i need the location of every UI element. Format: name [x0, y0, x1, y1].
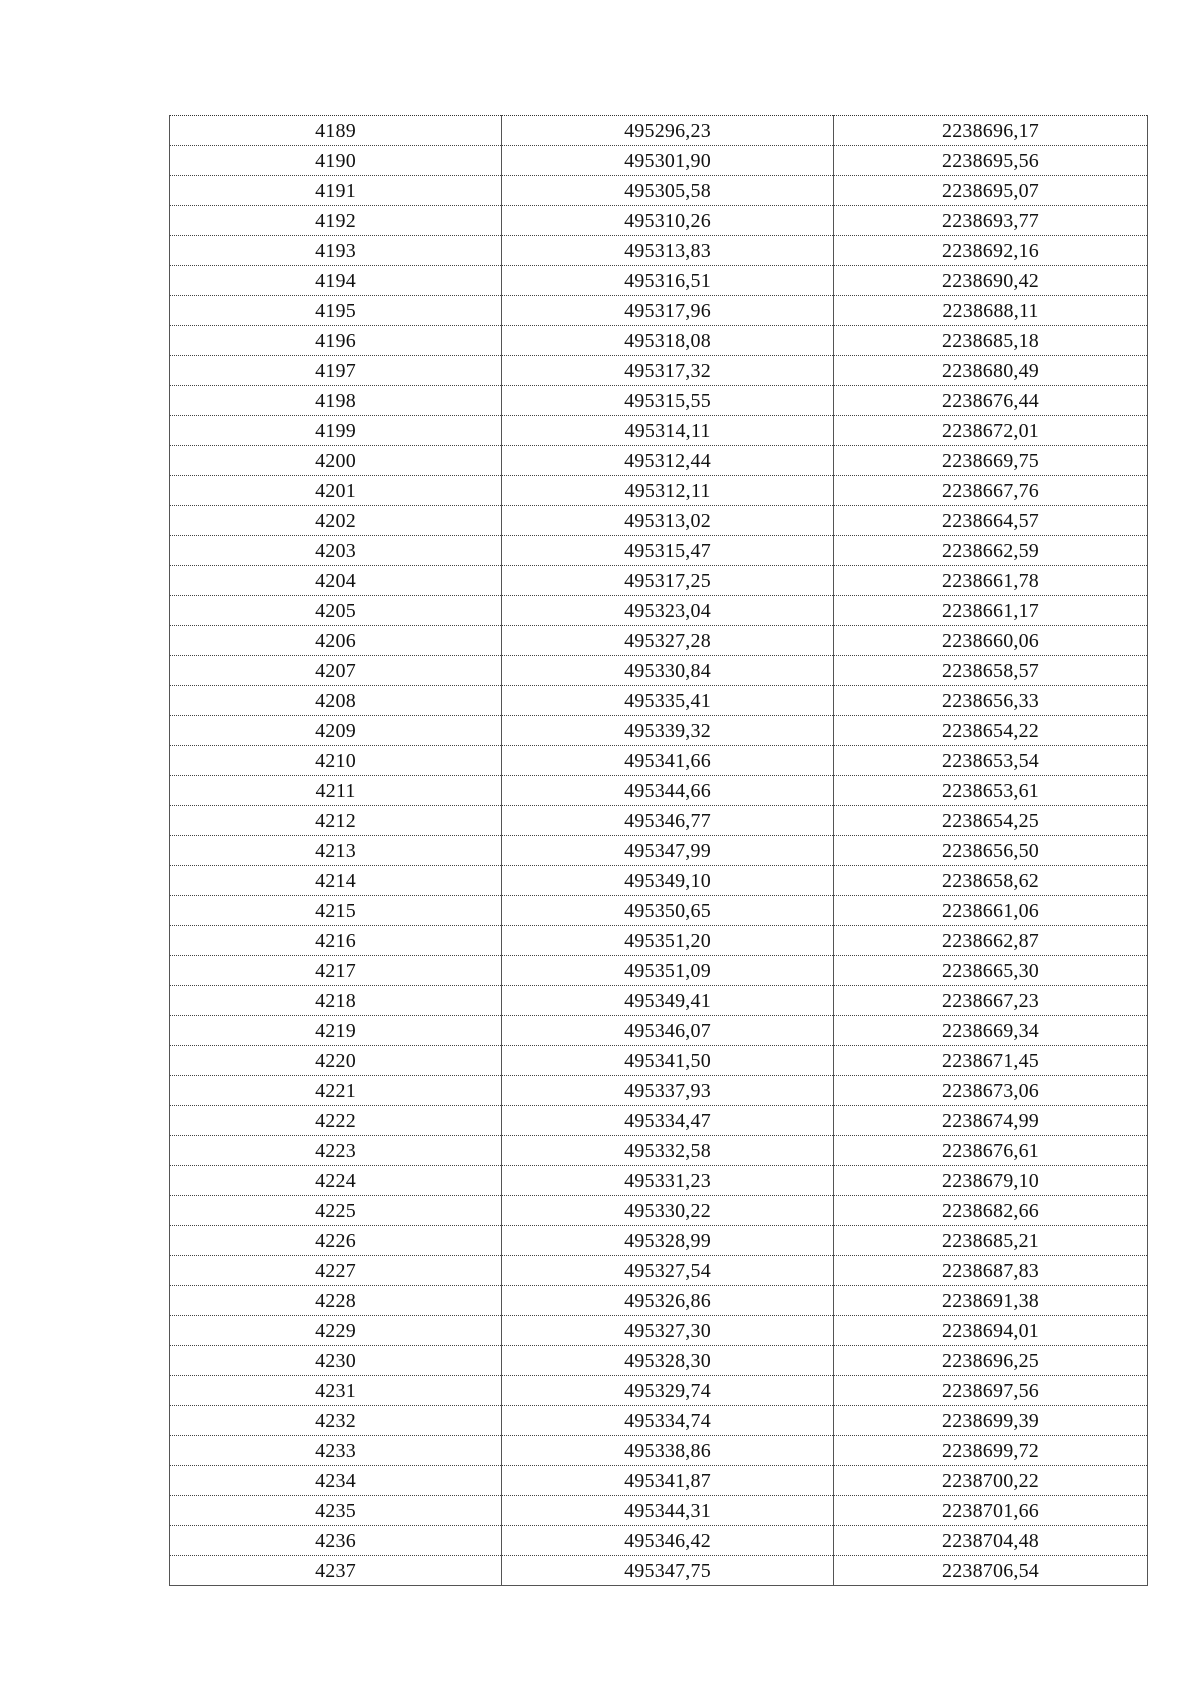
y-coordinate-cell: 2238680,49 [834, 356, 1148, 386]
x-coordinate-cell: 495301,90 [502, 146, 834, 176]
x-coordinate-cell: 495330,84 [502, 656, 834, 686]
point-number-cell: 4236 [170, 1526, 502, 1556]
table-row [170, 1046, 1148, 1076]
table-row [170, 596, 1148, 626]
point-number-cell: 4209 [170, 716, 502, 746]
table-row [170, 866, 1148, 896]
point-number-cell: 4234 [170, 1466, 502, 1496]
table-row [170, 1316, 1148, 1346]
table-row [170, 506, 1148, 536]
x-coordinate-cell: 495318,08 [502, 326, 834, 356]
y-coordinate-cell: 2238662,87 [834, 926, 1148, 956]
table-row [170, 356, 1148, 386]
y-coordinate-cell: 2238692,16 [834, 236, 1148, 266]
y-coordinate-cell: 2238696,25 [834, 1346, 1148, 1376]
x-coordinate-cell: 495328,30 [502, 1346, 834, 1376]
table-row [170, 536, 1148, 566]
coordinates-table-body [170, 116, 1148, 1586]
x-coordinate-cell: 495344,66 [502, 776, 834, 806]
table-row [170, 1406, 1148, 1436]
table-row [170, 686, 1148, 716]
point-number-cell: 4199 [170, 416, 502, 446]
point-number-cell: 4203 [170, 536, 502, 566]
y-coordinate-cell: 2238706,54 [834, 1556, 1148, 1586]
y-coordinate-cell: 2238661,17 [834, 596, 1148, 626]
point-number-cell: 4213 [170, 836, 502, 866]
table-row [170, 656, 1148, 686]
x-coordinate-cell: 495326,86 [502, 1286, 834, 1316]
y-coordinate-cell: 2238697,56 [834, 1376, 1148, 1406]
y-coordinate-cell: 2238701,66 [834, 1496, 1148, 1526]
x-coordinate-cell: 495329,74 [502, 1376, 834, 1406]
y-coordinate-cell: 2238695,56 [834, 146, 1148, 176]
table-row [170, 386, 1148, 416]
y-coordinate-cell: 2238654,25 [834, 806, 1148, 836]
y-coordinate-cell: 2238667,76 [834, 476, 1148, 506]
point-number-cell: 4233 [170, 1436, 502, 1466]
y-coordinate-cell: 2238662,59 [834, 536, 1148, 566]
y-coordinate-cell: 2238654,22 [834, 716, 1148, 746]
y-coordinate-cell: 2238704,48 [834, 1526, 1148, 1556]
y-coordinate-cell: 2238661,06 [834, 896, 1148, 926]
x-coordinate-cell: 495347,99 [502, 836, 834, 866]
x-coordinate-cell: 495337,93 [502, 1076, 834, 1106]
point-number-cell: 4219 [170, 1016, 502, 1046]
table-row [170, 1496, 1148, 1526]
y-coordinate-cell: 2238658,57 [834, 656, 1148, 686]
y-coordinate-cell: 2238699,39 [834, 1406, 1148, 1436]
x-coordinate-cell: 495315,47 [502, 536, 834, 566]
table-row [170, 566, 1148, 596]
point-number-cell: 4201 [170, 476, 502, 506]
point-number-cell: 4232 [170, 1406, 502, 1436]
x-coordinate-cell: 495327,54 [502, 1256, 834, 1286]
y-coordinate-cell: 2238673,06 [834, 1076, 1148, 1106]
table-row [170, 1136, 1148, 1166]
table-row [170, 956, 1148, 986]
y-coordinate-cell: 2238660,06 [834, 626, 1148, 656]
x-coordinate-cell: 495310,26 [502, 206, 834, 236]
x-coordinate-cell: 495351,20 [502, 926, 834, 956]
x-coordinate-cell: 495313,83 [502, 236, 834, 266]
point-number-cell: 4212 [170, 806, 502, 836]
table-row [170, 236, 1148, 266]
point-number-cell: 4222 [170, 1106, 502, 1136]
point-number-cell: 4194 [170, 266, 502, 296]
y-coordinate-cell: 2238682,66 [834, 1196, 1148, 1226]
y-coordinate-cell: 2238676,61 [834, 1136, 1148, 1166]
y-coordinate-cell: 2238687,83 [834, 1256, 1148, 1286]
x-coordinate-cell: 495349,41 [502, 986, 834, 1016]
x-coordinate-cell: 495351,09 [502, 956, 834, 986]
x-coordinate-cell: 495296,23 [502, 116, 834, 146]
y-coordinate-cell: 2238658,62 [834, 866, 1148, 896]
table-row [170, 1076, 1148, 1106]
x-coordinate-cell: 495334,74 [502, 1406, 834, 1436]
y-coordinate-cell: 2238664,57 [834, 506, 1148, 536]
x-coordinate-cell: 495346,77 [502, 806, 834, 836]
x-coordinate-cell: 495312,11 [502, 476, 834, 506]
point-number-cell: 4221 [170, 1076, 502, 1106]
x-coordinate-cell: 495338,86 [502, 1436, 834, 1466]
y-coordinate-cell: 2238700,22 [834, 1466, 1148, 1496]
x-coordinate-cell: 495331,23 [502, 1166, 834, 1196]
y-coordinate-cell: 2238688,11 [834, 296, 1148, 326]
point-number-cell: 4192 [170, 206, 502, 236]
point-number-cell: 4207 [170, 656, 502, 686]
x-coordinate-cell: 495317,25 [502, 566, 834, 596]
y-coordinate-cell: 2238667,23 [834, 986, 1148, 1016]
table-row [170, 716, 1148, 746]
table-row [170, 836, 1148, 866]
point-number-cell: 4191 [170, 176, 502, 206]
y-coordinate-cell: 2238669,34 [834, 1016, 1148, 1046]
point-number-cell: 4223 [170, 1136, 502, 1166]
x-coordinate-cell: 495314,11 [502, 416, 834, 446]
x-coordinate-cell: 495346,07 [502, 1016, 834, 1046]
point-number-cell: 4228 [170, 1286, 502, 1316]
table-row [170, 1526, 1148, 1556]
point-number-cell: 4226 [170, 1226, 502, 1256]
table-row [170, 326, 1148, 356]
y-coordinate-cell: 2238653,61 [834, 776, 1148, 806]
y-coordinate-cell: 2238656,50 [834, 836, 1148, 866]
x-coordinate-cell: 495344,31 [502, 1496, 834, 1526]
table-row [170, 746, 1148, 776]
point-number-cell: 4189 [170, 116, 502, 146]
x-coordinate-cell: 495327,30 [502, 1316, 834, 1346]
table-row [170, 626, 1148, 656]
y-coordinate-cell: 2238695,07 [834, 176, 1148, 206]
table-row [170, 806, 1148, 836]
x-coordinate-cell: 495323,04 [502, 596, 834, 626]
point-number-cell: 4204 [170, 566, 502, 596]
x-coordinate-cell: 495350,65 [502, 896, 834, 926]
y-coordinate-cell: 2238691,38 [834, 1286, 1148, 1316]
table-row [170, 146, 1148, 176]
x-coordinate-cell: 495327,28 [502, 626, 834, 656]
x-coordinate-cell: 495316,51 [502, 266, 834, 296]
x-coordinate-cell: 495330,22 [502, 1196, 834, 1226]
y-coordinate-cell: 2238685,18 [834, 326, 1148, 356]
table-row [170, 986, 1148, 1016]
y-coordinate-cell: 2238669,75 [834, 446, 1148, 476]
table-row [170, 266, 1148, 296]
point-number-cell: 4196 [170, 326, 502, 356]
table-row [170, 296, 1148, 326]
x-coordinate-cell: 495347,75 [502, 1556, 834, 1586]
x-coordinate-cell: 495328,99 [502, 1226, 834, 1256]
point-number-cell: 4202 [170, 506, 502, 536]
x-coordinate-cell: 495317,96 [502, 296, 834, 326]
point-number-cell: 4235 [170, 1496, 502, 1526]
table-row [170, 1286, 1148, 1316]
table-row [170, 416, 1148, 446]
y-coordinate-cell: 2238661,78 [834, 566, 1148, 596]
x-coordinate-cell: 495341,87 [502, 1466, 834, 1496]
y-coordinate-cell: 2238672,01 [834, 416, 1148, 446]
x-coordinate-cell: 495315,55 [502, 386, 834, 416]
y-coordinate-cell: 2238676,44 [834, 386, 1148, 416]
x-coordinate-cell: 495341,50 [502, 1046, 834, 1076]
point-number-cell: 4195 [170, 296, 502, 326]
point-number-cell: 4198 [170, 386, 502, 416]
point-number-cell: 4230 [170, 1346, 502, 1376]
coordinates-table [169, 115, 1148, 1586]
y-coordinate-cell: 2238671,45 [834, 1046, 1148, 1076]
point-number-cell: 4237 [170, 1556, 502, 1586]
y-coordinate-cell: 2238665,30 [834, 956, 1148, 986]
point-number-cell: 4215 [170, 896, 502, 926]
table-row [170, 926, 1148, 956]
point-number-cell: 4225 [170, 1196, 502, 1226]
point-number-cell: 4218 [170, 986, 502, 1016]
x-coordinate-cell: 495349,10 [502, 866, 834, 896]
point-number-cell: 4197 [170, 356, 502, 386]
table-row [170, 1376, 1148, 1406]
table-row [170, 1256, 1148, 1286]
point-number-cell: 4206 [170, 626, 502, 656]
y-coordinate-cell: 2238674,99 [834, 1106, 1148, 1136]
x-coordinate-cell: 495335,41 [502, 686, 834, 716]
point-number-cell: 4205 [170, 596, 502, 626]
table-row [170, 1016, 1148, 1046]
point-number-cell: 4214 [170, 866, 502, 896]
point-number-cell: 4210 [170, 746, 502, 776]
table-row [170, 776, 1148, 806]
point-number-cell: 4200 [170, 446, 502, 476]
table-row [170, 1226, 1148, 1256]
table-row [170, 176, 1148, 206]
y-coordinate-cell: 2238693,77 [834, 206, 1148, 236]
x-coordinate-cell: 495312,44 [502, 446, 834, 476]
table-row [170, 1466, 1148, 1496]
table-row [170, 1196, 1148, 1226]
point-number-cell: 4224 [170, 1166, 502, 1196]
table-row [170, 116, 1148, 146]
point-number-cell: 4229 [170, 1316, 502, 1346]
x-coordinate-cell: 495334,47 [502, 1106, 834, 1136]
point-number-cell: 4231 [170, 1376, 502, 1406]
table-row [170, 206, 1148, 236]
x-coordinate-cell: 495305,58 [502, 176, 834, 206]
point-number-cell: 4220 [170, 1046, 502, 1076]
table-row [170, 1166, 1148, 1196]
y-coordinate-cell: 2238656,33 [834, 686, 1148, 716]
x-coordinate-cell: 495341,66 [502, 746, 834, 776]
y-coordinate-cell: 2238690,42 [834, 266, 1148, 296]
y-coordinate-cell: 2238699,72 [834, 1436, 1148, 1466]
x-coordinate-cell: 495313,02 [502, 506, 834, 536]
point-number-cell: 4193 [170, 236, 502, 266]
table-row [170, 896, 1148, 926]
point-number-cell: 4190 [170, 146, 502, 176]
point-number-cell: 4211 [170, 776, 502, 806]
table-row [170, 1436, 1148, 1466]
x-coordinate-cell: 495332,58 [502, 1136, 834, 1166]
point-number-cell: 4208 [170, 686, 502, 716]
table-row [170, 476, 1148, 506]
y-coordinate-cell: 2238696,17 [834, 116, 1148, 146]
y-coordinate-cell: 2238653,54 [834, 746, 1148, 776]
y-coordinate-cell: 2238694,01 [834, 1316, 1148, 1346]
x-coordinate-cell: 495317,32 [502, 356, 834, 386]
table-row [170, 446, 1148, 476]
x-coordinate-cell: 495339,32 [502, 716, 834, 746]
table-row [170, 1106, 1148, 1136]
table-row [170, 1556, 1148, 1586]
point-number-cell: 4227 [170, 1256, 502, 1286]
point-number-cell: 4216 [170, 926, 502, 956]
table-row [170, 1346, 1148, 1376]
point-number-cell: 4217 [170, 956, 502, 986]
x-coordinate-cell: 495346,42 [502, 1526, 834, 1556]
y-coordinate-cell: 2238685,21 [834, 1226, 1148, 1256]
y-coordinate-cell: 2238679,10 [834, 1166, 1148, 1196]
